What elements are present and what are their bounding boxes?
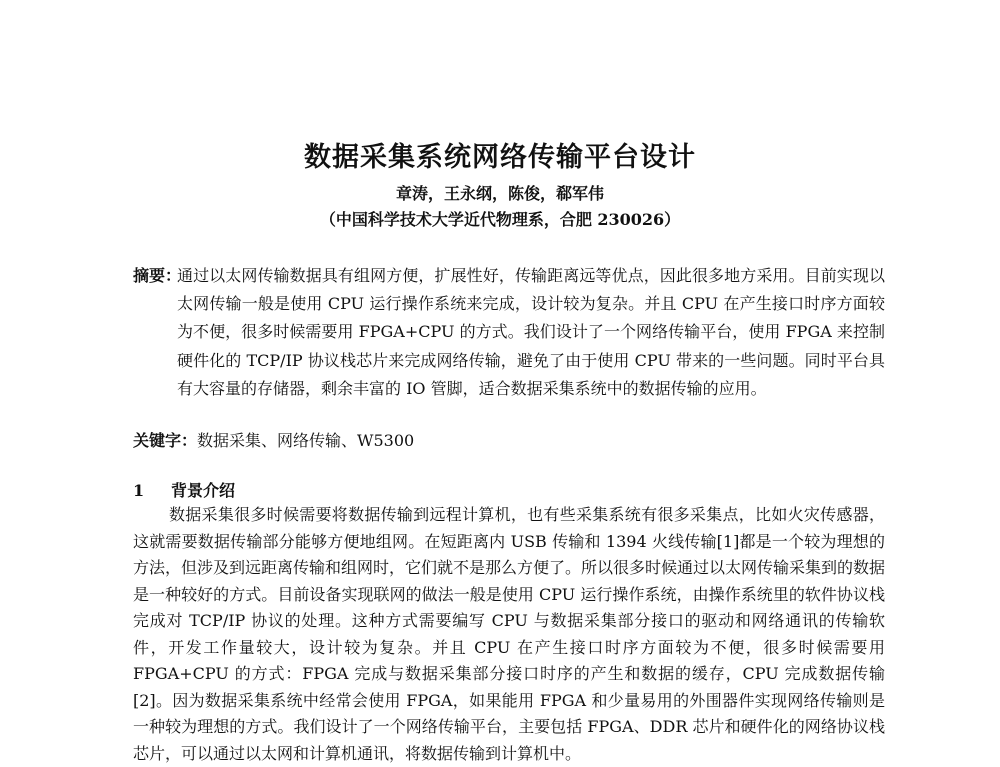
paper-authors: 章涛，王永纲，陈俊，郗军伟	[395, 184, 604, 203]
paper-affiliation: （中国科学技术大学近代物理系，合肥 230026）	[319, 210, 681, 229]
section-title: 背景介绍	[171, 481, 236, 500]
section-number: 1	[133, 481, 145, 500]
section-heading	[133, 480, 235, 502]
keywords-label: 关键字：	[133, 431, 198, 450]
paper-title: 数据采集系统网络传输平台设计	[304, 142, 696, 173]
keywords-text: 数据采集、网络传输、W5300	[197, 431, 415, 450]
keywords	[133, 427, 885, 455]
abstract-label: 摘要：	[133, 266, 182, 285]
section-body-text: 数据采集很多时候需要将数据传输到远程计算机，也有些采集系统有很多采集点，比如火灾传感器，这就需要数据传输部分能够方便地组网。在短距离内 USB 传输和 1394 火线传输[1]都是一个较为理想的方法，但涉及到远距离传输和组网时，它们就不是那么方便了。所以很多时候通过以太网传输采集到的数据是一种较好的方式。目前设备实现联网的做法一般是使用 CPU 运行操作系统，由操作系统里的软件协议栈完成对 TCP/IP 协议的处理。这种方式需要编写 CPU 与数据采集部分接口的驱动和网络通讯的传输软件，开发工作量较大，设计较为复杂。并且 CPU 在产生接口时序方面较为不便，很多时候需要用 FPGA+CPU 的方式：FPGA 完成与数据采集部分接口时序的产生和数据的缓存，CPU 完成数据传输[2]。因为数据采集系统中经常会使用 FPGA，如果能用 FPGA 和少量易用的外围器件实现网络传输则是一种较为理想的方式。我们设计了一个网络传输平台，主要包括 FPGA、DDR 芯片和硬件化的网络协议栈芯片，可以通过以太网和计算机通讯，将数据传输到计算机中。	[133, 505, 886, 763]
abstract	[133, 262, 885, 403]
abstract-text: 通过以太网传输数据具有组网方便，扩展性好，传输距离远等优点，因此很多地方采用。目前实现以太网传输一般是使用 CPU 运行操作系统来完成，设计较为复杂。并且 CPU 在产生接口时序方面较为不便，很多时候需要用 FPGA+CPU 的方式。我们设计了一个网络传输平台，使用 FPGA 来控制硬件化的 TCP/IP 协议栈芯片来完成网络传输，避免了由于使用 CPU 带来的一些问题。同时平台具有大容量的存储器，剩余丰富的 IO 管脚，适合数据采集系统中的数据传输的应用。	[177, 266, 885, 398]
